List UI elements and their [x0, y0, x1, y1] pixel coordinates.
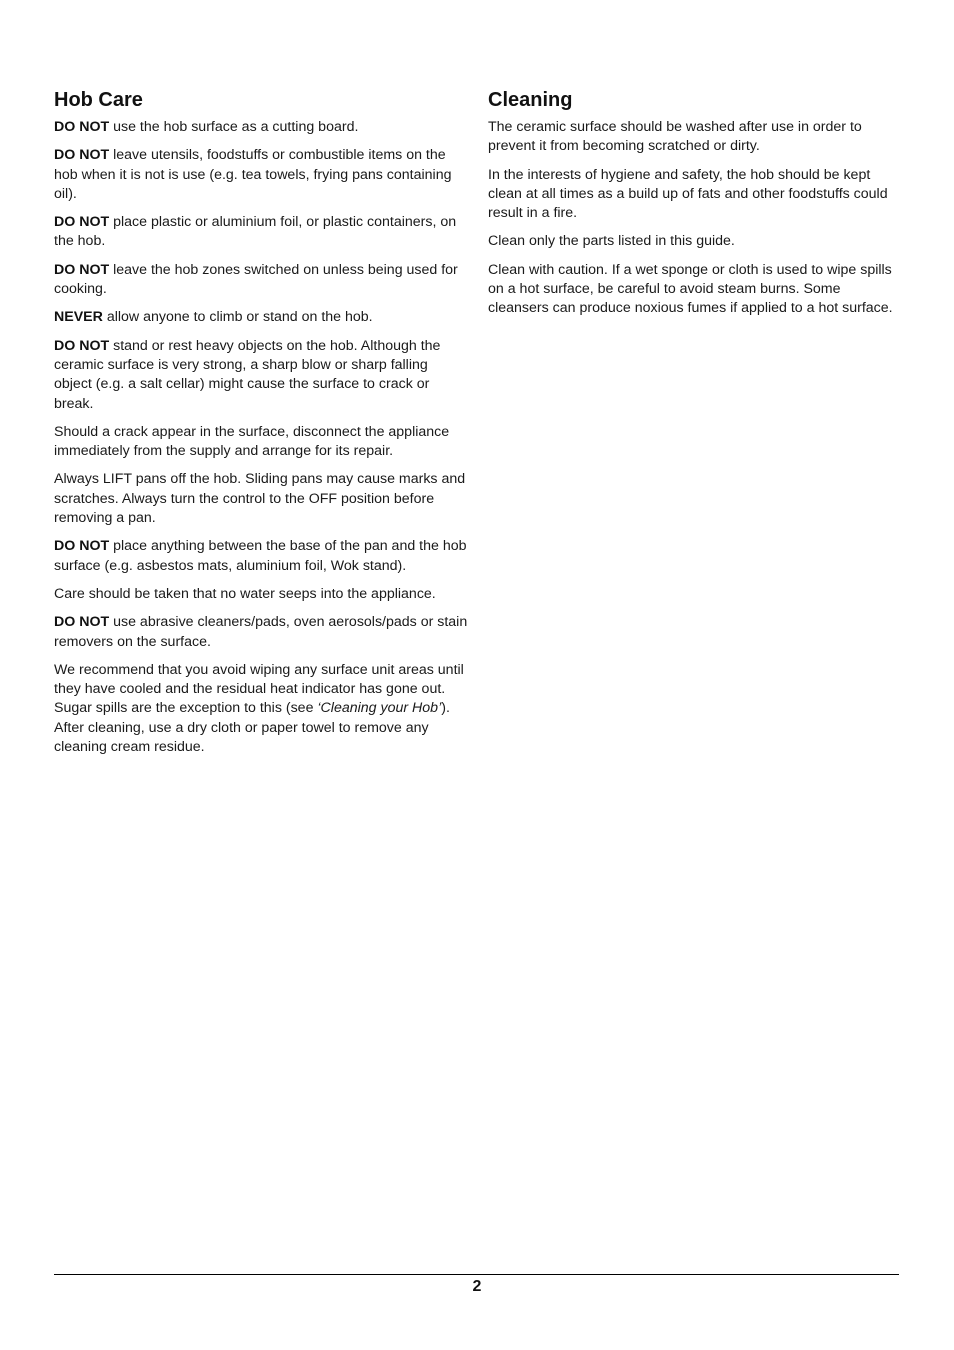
- hob-care-section: [54, 87, 468, 766]
- hob-care-paragraph-8: Always LIFT pans off the hob. Sliding pans may cause marks and scratches. Always turn the control to the OFF position before removing a pan.: [54, 471, 466, 527]
- hob-care-heading: Hob Care: [54, 89, 143, 111]
- hob-care-paragraph-9: DO NOT place anything between the base of the pan and the hob surface (e.g. asbestos mats, aluminium foil, Wok stand).: [54, 538, 467, 574]
- cross-reference: ‘Cleaning your Hob’: [317, 700, 442, 717]
- cleaning-paragraph-2: In the interests of hygiene and safety, the hob should be kept clean at all times as a build up of fats and other foodstuffs could result in a fire.: [488, 166, 888, 222]
- warning-emphasis: DO NOT: [54, 538, 110, 555]
- hob-care-paragraph-3: DO NOT place plastic or aluminium foil, or plastic containers, on the hob.: [54, 214, 457, 250]
- hob-care-paragraph-12: We recommend that you avoid wiping any surface unit areas until they have cooled and the residual heat indicator has gone out. Sugar spills are the exception to this (see ‘Cleaning your Hob’). After cleaning, use a dry cloth or paper towel to remove any cleaning cream residue.: [54, 661, 464, 756]
- hob-care-paragraph-6: DO NOT stand or rest heavy objects on the hob. Although the ceramic surface is very strong, a sharp blow or sharp falling object (e.g. a salt cellar) might cause the surface to crack or break.: [54, 337, 441, 412]
- cleaning-paragraph-1: The ceramic surface should be washed after use in order to prevent it from becoming scratched or dirty.: [488, 119, 862, 155]
- cleaning-paragraph-3: Clean only the parts listed in this guide.: [488, 233, 735, 250]
- page-number: 2: [472, 1278, 482, 1295]
- hob-care-paragraph-5: NEVER allow anyone to climb or stand on the hob.: [54, 309, 373, 326]
- cleaning-heading: Cleaning: [488, 89, 573, 111]
- footer-divider: [54, 1274, 899, 1275]
- hob-care-paragraph-7: Should a crack appear in the surface, disconnect the appliance immediately from the supply and arrange for its repair.: [54, 423, 450, 460]
- warning-emphasis: DO NOT: [54, 261, 110, 278]
- warning-emphasis: DO NOT: [54, 119, 110, 135]
- warning-emphasis: DO NOT: [54, 214, 110, 231]
- warning-emphasis: DO NOT: [54, 614, 110, 631]
- warning-emphasis: DO NOT: [54, 147, 110, 164]
- hob-care-paragraph-1: DO NOT use the hob surface as a cutting board.: [54, 119, 359, 135]
- hob-care-paragraph-4: DO NOT leave the hob zones switched on unless being used for cooking.: [54, 261, 458, 298]
- hob-care-paragraph-10: Care should be taken that no water seeps into the appliance.: [54, 585, 436, 602]
- hob-care-paragraph-11: DO NOT use abrasive cleaners/pads, oven aerosols/pads or stain removers on the surface.: [54, 614, 468, 650]
- warning-emphasis: DO NOT: [54, 337, 110, 354]
- hob-care-paragraph-2: DO NOT leave utensils, foodstuffs or combustible items on the hob when it is not is use (e.g. tea towels, frying pans containing oil).: [54, 147, 452, 202]
- cleaning-section: [488, 87, 898, 328]
- warning-emphasis: NEVER: [54, 309, 103, 326]
- cleaning-paragraph-4: Clean with caution. If a wet sponge or cloth is used to wipe spills on a hot surface, be careful to avoid steam burns. Some cleansers can produce noxious fumes if applied to a hot surface.: [488, 261, 893, 317]
